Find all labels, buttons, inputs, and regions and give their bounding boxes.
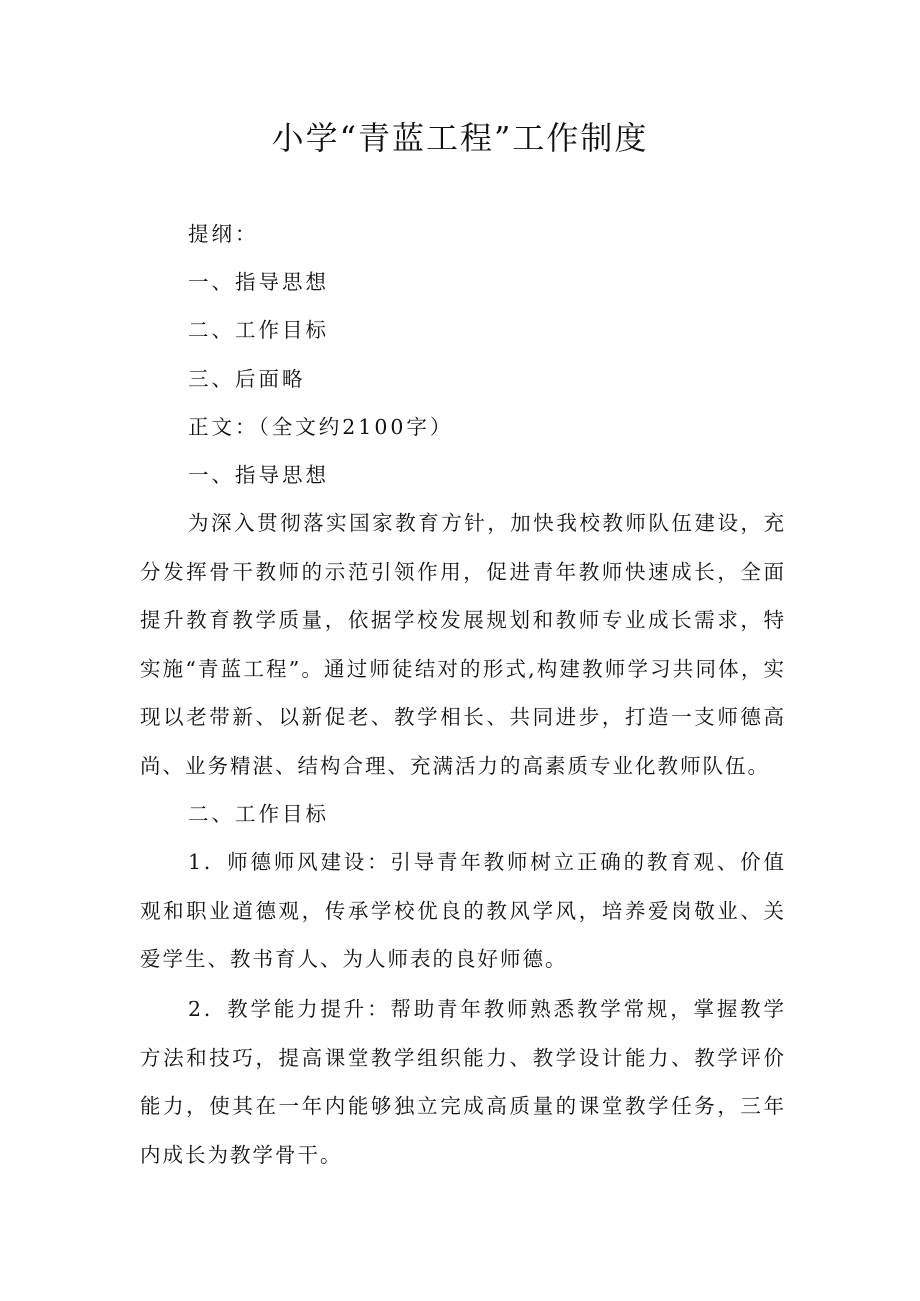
section-heading: 一、指导思想 — [188, 463, 329, 487]
outline-item: 二、工作目标 — [188, 318, 329, 342]
goal-paragraph: 1．师德师风建设：引导青年教师树立正确的教育观、价值观和职业道德观，传承学校优良的教风学风，培养爱岗敬业、关爱学生、教书育人、为人师表的良好师德。 — [140, 850, 786, 971]
section1-paragraph: 为深入贯彻落实国家教育方针，加快我校教师队伍建设，充分发挥骨干教师的示范引领作用，促进青年教师快速成长，全面提升教育教学质量，依据学校发展规划和教师专业成长需求，特实施“青蓝工程”。通过师徒结对的形式,构建教师学习共同体，实现以老带新、以新促老、教学相长、共同进步，打造一支师德高尚、业务精湛、结构合理、充满活力的高素质专业化教师队伍。 — [140, 511, 786, 778]
outline-item: 三、后面略 — [188, 367, 306, 391]
body-label: 正文：（全文约2100字） — [188, 415, 454, 439]
document-title: 小学“青蓝工程”工作制度 — [271, 119, 649, 157]
outline-label: 提纲： — [188, 222, 259, 246]
goal-paragraph: 2．教学能力提升：帮助青年教师熟悉教学常规，掌握教学方法和技巧，提高课堂教学组织能力、教学设计能力、教学评价能力，使其在一年内能够独立完成高质量的课堂教学任务，三年内成长为教学骨干。 — [140, 997, 786, 1167]
outline-item: 一、指导思想 — [188, 270, 329, 294]
section-heading: 二、工作目标 — [188, 802, 329, 826]
